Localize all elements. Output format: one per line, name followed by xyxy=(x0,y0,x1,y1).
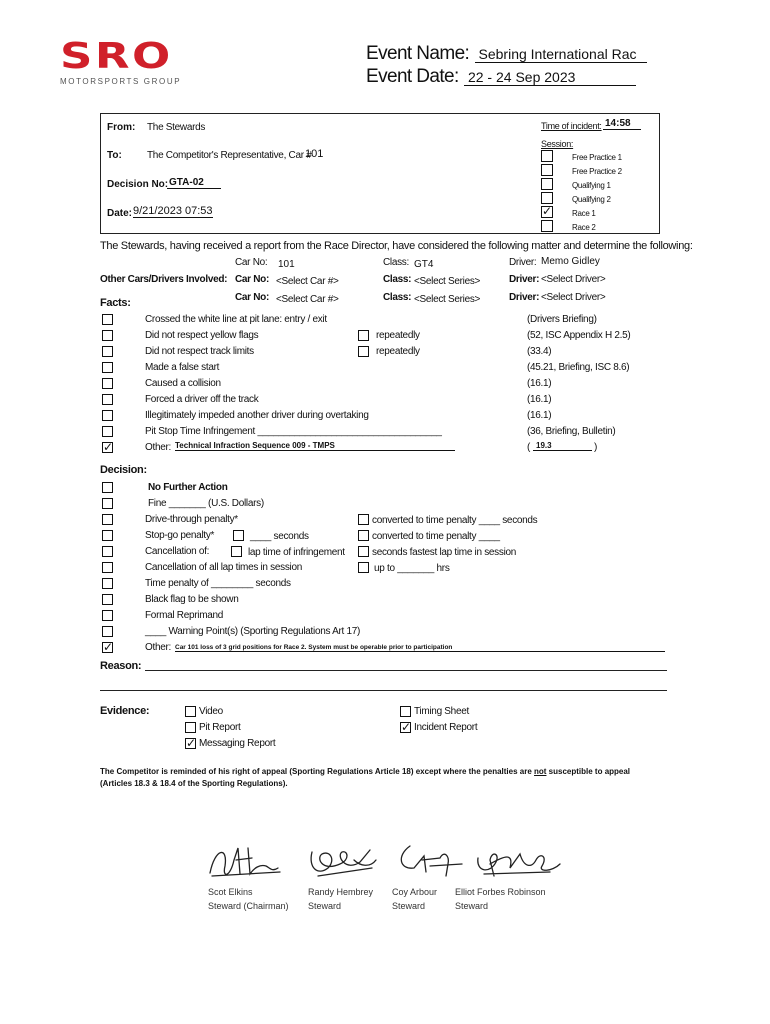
car-row2-driver-label: Driver: xyxy=(509,274,540,285)
event-date-value[interactable]: 22 - 24 Sep 2023 xyxy=(464,69,636,86)
car-number-value[interactable]: 101 xyxy=(305,148,324,160)
appeal-text-line2: (Articles 18.3 & 18.4 of the Sporting Regulations). xyxy=(100,779,288,788)
session-checkbox-2[interactable] xyxy=(541,164,553,176)
evidence-label-2: Pit Report xyxy=(199,722,241,733)
car-row3-class-value[interactable]: <Select Series> xyxy=(414,294,481,305)
up-to-checkbox[interactable] xyxy=(358,562,369,573)
evidence-checkbox-4[interactable] xyxy=(400,706,411,717)
decision-label-5: Cancellation of: xyxy=(145,546,210,557)
fact-label-1: Crossed the white line at pit lane: entry / exit xyxy=(145,314,327,325)
sro-logo xyxy=(60,36,182,88)
session-label-2: Free Practice 2 xyxy=(572,167,622,176)
steward-role-4: Steward xyxy=(455,901,489,911)
evidence-checkbox-3[interactable] xyxy=(185,738,196,749)
repeatedly-2-checkbox[interactable] xyxy=(358,346,369,357)
reason-line-1[interactable] xyxy=(145,670,667,671)
evidence-label: Evidence: xyxy=(100,705,150,717)
fact-label-5: Caused a collision xyxy=(145,378,221,389)
lap-time-label: lap time of infringement xyxy=(248,547,345,558)
decision-label-1: No Further Action xyxy=(148,482,228,493)
session-label: Session: xyxy=(541,139,574,149)
decision-checkbox-1[interactable] xyxy=(102,482,113,493)
session-checkbox-4[interactable] xyxy=(541,192,553,204)
steward-name-1: Scot Elkins xyxy=(208,887,253,897)
car-row3-driver-value[interactable]: <Select Driver> xyxy=(541,292,606,303)
fact-ref-2: (52, ISC Appendix H 2.5) xyxy=(527,330,631,341)
date-value[interactable]: 9/21/2023 07:53 xyxy=(133,205,213,217)
lap-time-checkbox[interactable] xyxy=(231,546,242,557)
fact-ref-1: (Drivers Briefing) xyxy=(527,314,597,325)
decision-title: Decision: xyxy=(100,464,147,476)
decision-checkbox-3[interactable] xyxy=(102,514,113,525)
decision-checkbox-6[interactable] xyxy=(102,562,113,573)
event-date-label: Event Date: xyxy=(366,66,459,87)
decision-checkbox-9[interactable] xyxy=(102,610,113,621)
car-row1-class-value[interactable]: GT4 xyxy=(414,259,434,270)
decision-checkbox-4[interactable] xyxy=(102,530,113,541)
steward-role-1: Steward (Chairman) xyxy=(208,901,289,911)
fact-checkbox-1[interactable] xyxy=(102,314,113,325)
car-row2-car-value[interactable]: <Select Car #> xyxy=(276,276,339,287)
fact-label-4: Made a false start xyxy=(145,362,220,373)
session-label-1: Free Practice 1 xyxy=(572,153,622,162)
repeatedly-1-label: repeatedly xyxy=(376,330,420,341)
fact-ref-9: ( xyxy=(527,442,531,453)
session-label-6: Race 2 xyxy=(572,223,596,232)
decision-label-8: Black flag to be shown xyxy=(145,594,239,605)
fact-checkbox-8[interactable] xyxy=(102,426,113,437)
event-name-label: Event Name: xyxy=(366,43,470,64)
evidence-label-3: Messaging Report xyxy=(199,738,276,749)
appeal-text-after: susceptible to appeal xyxy=(546,767,631,776)
steward-name-2: Randy Hembrey xyxy=(308,887,374,897)
logo-tagline: MOTORSPORTS GROUP xyxy=(60,77,182,86)
signatures xyxy=(200,838,570,888)
session-label-5: Race 1 xyxy=(572,209,596,218)
decision-no-value[interactable]: GTA-02 xyxy=(167,177,221,189)
fact-ref-8: (36, Briefing, Bulletin) xyxy=(527,426,616,437)
converted-1-label: converted to time penalty ____ seconds xyxy=(372,515,538,526)
session-checkbox-1[interactable] xyxy=(541,150,553,162)
signature-coy-arbour xyxy=(401,846,462,876)
event-name-row xyxy=(366,43,647,65)
decision-checkbox-2[interactable] xyxy=(102,498,113,509)
facts-other-ref-close: ) xyxy=(594,442,598,453)
time-of-incident-label: Time of incident: xyxy=(541,121,602,131)
fact-checkbox-6[interactable] xyxy=(102,394,113,405)
session-checkbox-5[interactable] xyxy=(541,206,553,218)
decision-checkbox-7[interactable] xyxy=(102,578,113,589)
decision-other-value[interactable]: Car 101 loss of 3 grid positions for Race 2. System must be operable prior to participation xyxy=(175,644,665,652)
fact-checkbox-3[interactable] xyxy=(102,346,113,357)
fact-ref-4: (45.21, Briefing, ISC 8.6) xyxy=(527,362,630,373)
from-label: From: xyxy=(107,122,136,133)
signature-elliot-forbes-robinson xyxy=(478,854,560,876)
car-row2-car-label: Car No: xyxy=(235,274,270,285)
stopgo-seconds-checkbox[interactable] xyxy=(233,530,244,541)
time-of-incident-value[interactable]: 14:58 xyxy=(603,118,641,130)
from-value: The Stewards xyxy=(147,122,206,133)
session-label-4: Qualifying 2 xyxy=(572,195,611,204)
car-row2-class-label: Class: xyxy=(383,274,412,285)
fact-checkbox-2[interactable] xyxy=(102,330,113,341)
session-label-3: Qualifying 1 xyxy=(572,181,611,190)
decision-label-11: Other: xyxy=(145,642,171,653)
fact-ref-6: (16.1) xyxy=(527,394,552,405)
decision-checkbox-10[interactable] xyxy=(102,626,113,637)
decision-label-4: Stop-go penalty* xyxy=(145,530,215,541)
decision-no-label: Decision No: xyxy=(107,179,169,190)
steward-role-2: Steward xyxy=(308,901,342,911)
car-row3-driver-label: Driver: xyxy=(509,292,540,303)
fact-label-8: Pit Stop Time Infringement ___________________________________ xyxy=(145,426,442,437)
decision-label-7: Time penalty of ________ seconds xyxy=(145,578,291,589)
reason-label: Reason: xyxy=(100,660,142,672)
fact-ref-7: (16.1) xyxy=(527,410,552,421)
date-label: Date: xyxy=(107,208,133,219)
converted-2-label: converted to time penalty ____ xyxy=(372,531,500,542)
appeal-text-before: The Competitor is reminded of his right of appeal (Sporting Regulations Article 18) except where the penalties are xyxy=(100,767,535,776)
signature-randy-hembrey xyxy=(311,850,376,876)
converted-2-checkbox[interactable] xyxy=(358,530,369,541)
car-row1-car-value[interactable]: 101 xyxy=(278,259,295,270)
facts-title: Facts: xyxy=(100,297,131,309)
fastest-lap-checkbox[interactable] xyxy=(358,546,369,557)
repeatedly-2-label: repeatedly xyxy=(376,346,420,357)
logo-wordmark: SRO xyxy=(60,36,173,77)
up-to-label: up to _______ hrs xyxy=(374,563,450,574)
decision-checkbox-11[interactable] xyxy=(102,642,113,653)
intro-text: The Stewards, having received a report from the Race Director, have considered the following matter and determine the following: xyxy=(100,240,693,252)
car-row3-car-value[interactable]: <Select Car #> xyxy=(276,294,339,305)
appeal-text xyxy=(100,767,630,776)
decision-label-10: ____ Warning Point(s) (Sporting Regulations Art 17) xyxy=(145,626,361,637)
decision-label-2: Fine _______ (U.S. Dollars) xyxy=(148,498,264,509)
reason-line-2[interactable] xyxy=(100,690,667,691)
fact-label-6: Forced a driver off the track xyxy=(145,394,259,405)
fact-label-3: Did not respect track limits xyxy=(145,346,254,357)
fact-checkbox-7[interactable] xyxy=(102,410,113,421)
appeal-text-not: not xyxy=(534,767,547,776)
fact-ref-3: (33.4) xyxy=(527,346,552,357)
decision-label-9: Formal Reprimand xyxy=(145,610,224,621)
signature-scot-elkins xyxy=(210,848,280,876)
converted-1-checkbox[interactable] xyxy=(358,514,369,525)
event-name-value[interactable]: Sebring International Rac xyxy=(475,46,647,63)
facts-other-ref-value[interactable]: 19.3 xyxy=(533,441,592,451)
fact-checkbox-5[interactable] xyxy=(102,378,113,389)
event-date-row xyxy=(366,66,636,88)
to-value: The Competitor's Representative, Car # xyxy=(147,150,312,161)
decision-checkbox-8[interactable] xyxy=(102,594,113,605)
car-row1-class-label: Class: xyxy=(383,257,409,268)
decision-label-3: Drive-through penalty* xyxy=(145,514,238,525)
session-checkbox-6[interactable] xyxy=(541,220,553,232)
fastest-lap-label: seconds fastest lap time in session xyxy=(372,547,517,558)
other-cars-label: Other Cars/Drivers Involved: xyxy=(100,274,228,285)
evidence-checkbox-1[interactable] xyxy=(185,706,196,717)
decision-checkbox-5[interactable] xyxy=(102,546,113,557)
decision-label-6: Cancellation of all lap times in session xyxy=(145,562,302,573)
facts-other-value[interactable]: Technical Infraction Sequence 009 - TMPS xyxy=(175,441,455,451)
car-row1-car-label: Car No: xyxy=(235,257,268,268)
car-row1-driver-label: Driver: xyxy=(509,257,537,268)
car-row2-driver-value[interactable]: <Select Driver> xyxy=(541,274,606,285)
fact-label-2: Did not respect yellow flags xyxy=(145,330,259,341)
car-row2-class-value[interactable]: <Select Series> xyxy=(414,276,481,287)
evidence-checkbox-5[interactable] xyxy=(400,722,411,733)
fact-label-9: Other: xyxy=(145,442,171,453)
evidence-label-1: Video xyxy=(199,706,223,717)
steward-role-3: Steward xyxy=(392,901,426,911)
fact-checkbox-4[interactable] xyxy=(102,362,113,373)
evidence-label-5: Incident Report xyxy=(414,722,478,733)
to-label: To: xyxy=(107,150,122,161)
fact-checkbox-9[interactable] xyxy=(102,442,113,453)
stopgo-seconds-label: ____ seconds xyxy=(250,531,309,542)
car-row3-class-label: Class: xyxy=(383,292,412,303)
fact-label-7: Illegitimately impeded another driver during overtaking xyxy=(145,410,369,421)
session-checkbox-3[interactable] xyxy=(541,178,553,190)
evidence-label-4: Timing Sheet xyxy=(414,706,469,717)
fact-ref-5: (16.1) xyxy=(527,378,552,389)
car-row3-car-label: Car No: xyxy=(235,292,270,303)
car-row1-driver-value[interactable]: Memo Gidley xyxy=(541,256,600,267)
steward-name-3: Coy Arbour xyxy=(392,887,438,897)
evidence-checkbox-2[interactable] xyxy=(185,722,196,733)
steward-name-4: Elliot Forbes Robinson xyxy=(455,887,546,897)
repeatedly-1-checkbox[interactable] xyxy=(358,330,369,341)
